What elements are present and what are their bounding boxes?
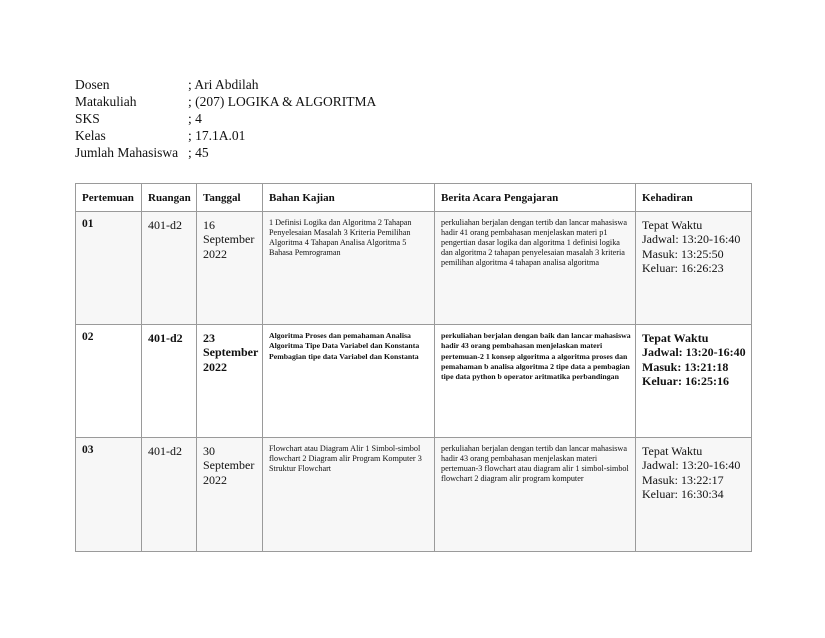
header-berita-acara: Berita Acara Pengajaran <box>435 184 636 212</box>
cell-bahan-kajian: Flowchart atau Diagram Alir 1 Simbol-simbol flowchart 2 Diagram alir Program Komputer 3 Struktur Flowchart <box>263 438 435 552</box>
jumlah-value: ; 45 <box>188 145 209 160</box>
info-row-kelas <box>75 127 376 144</box>
cell-berita-acara: perkuliahan berjalan dengan baik dan lancar mahasiswa hadir 43 orang pembahasan menjelaskan materi pertemuan-2 1 konsep algoritma a algoritma proses dan pemahaman b analisa algoritma 2 tipe data a pembagian tipe data python b operator aritmatika perbandingan <box>435 325 636 438</box>
attendance-keluar: Keluar: 16:30:34 <box>642 487 724 502</box>
header-tanggal: Tanggal <box>197 184 263 212</box>
attendance-status: Tepat Waktu <box>642 331 709 345</box>
info-row-sks <box>75 110 376 127</box>
cell-bahan-kajian: Algoritma Proses dan pemahaman Analisa Algoritma Tipe Data Variabel dan Konstanta Pembagian tipe data Variabel dan Konstanta <box>263 325 435 438</box>
dosen-value: ; Ari Abdilah <box>188 77 259 92</box>
kelas-label: Kelas <box>75 128 106 143</box>
header-kehadiran: Kehadiran <box>636 184 752 212</box>
cell-ruangan: 401-d2 <box>142 438 197 552</box>
info-row-matakuliah <box>75 93 376 110</box>
info-row-jumlah <box>75 144 376 161</box>
cell-tanggal: 30 September 2022 <box>197 438 263 552</box>
cell-berita-acara: perkuliahan berjalan dengan tertib dan lancar mahasiswa hadir 43 orang pembahasan menjelaskan materi pertemuan-3 flowchart atau diagram alir 1 simbol-simbol flowchart 2 diagram alir program komputer <box>435 438 636 552</box>
attendance-status: Tepat Waktu <box>642 444 703 458</box>
attendance-keluar: Keluar: 16:25:16 <box>642 374 729 389</box>
attendance-keluar: Keluar: 16:26:23 <box>642 261 724 276</box>
kelas-value: ; 17.1A.01 <box>188 128 246 143</box>
attendance-masuk: Masuk: 13:22:17 <box>642 472 724 487</box>
cell-pertemuan: 03 <box>76 438 142 552</box>
table-row <box>76 212 752 325</box>
info-row-dosen <box>75 76 376 93</box>
table-row <box>76 325 752 438</box>
sks-value: ; 4 <box>188 111 202 126</box>
cell-pertemuan: 01 <box>76 212 142 325</box>
cell-ruangan: 401-d2 <box>142 325 197 438</box>
matakuliah-value: ; (207) LOGIKA & ALGORITMA <box>188 94 377 109</box>
cell-berita-acara: perkuliahan berjalan dengan tertib dan lancar mahasiswa hadir 41 orang pembahasan menjelaskan materi p1 pengertian dasar logika dan algoritma 1 definisi logika dan algoritma 2 tahapan penyelesaian masalah 3 kriteria pemilihan algoritma 4 tahapan analisa algoritma <box>435 212 636 325</box>
cell-bahan-kajian: 1 Definisi Logika dan Algoritma 2 Tahapan Penyelesaian Masalah 3 Kriteria Pemilihan Algoritma 4 Tahapan Analisa Algoritma 5 Bahasa Pemrograman <box>263 212 435 325</box>
cell-tanggal: 23 September 2022 <box>197 325 263 438</box>
cell-kehadiran <box>636 325 752 438</box>
attendance-jadwal: Jadwal: 13:20-16:40 <box>642 458 741 473</box>
attendance-jadwal: Jadwal: 13:20-16:40 <box>642 345 746 360</box>
header-bahan-kajian: Bahan Kajian <box>263 184 435 212</box>
attendance-jadwal: Jadwal: 13:20-16:40 <box>642 232 741 247</box>
attendance-table <box>75 183 752 552</box>
attendance-status: Tepat Waktu <box>642 218 703 232</box>
sks-label: SKS <box>75 111 100 126</box>
dosen-label: Dosen <box>75 77 110 92</box>
cell-kehadiran <box>636 438 752 552</box>
header-pertemuan: Pertemuan <box>76 184 142 212</box>
jumlah-label: Jumlah Mahasiswa <box>75 145 179 160</box>
cell-tanggal: 16 September 2022 <box>197 212 263 325</box>
course-info <box>75 76 376 161</box>
table-header-row <box>76 184 752 212</box>
header-ruangan: Ruangan <box>142 184 197 212</box>
cell-ruangan: 401-d2 <box>142 212 197 325</box>
attendance-masuk: Masuk: 13:25:50 <box>642 246 724 261</box>
cell-kehadiran <box>636 212 752 325</box>
table-row <box>76 438 752 552</box>
attendance-masuk: Masuk: 13:21:18 <box>642 359 729 374</box>
matakuliah-label: Matakuliah <box>75 94 137 109</box>
cell-pertemuan: 02 <box>76 325 142 438</box>
